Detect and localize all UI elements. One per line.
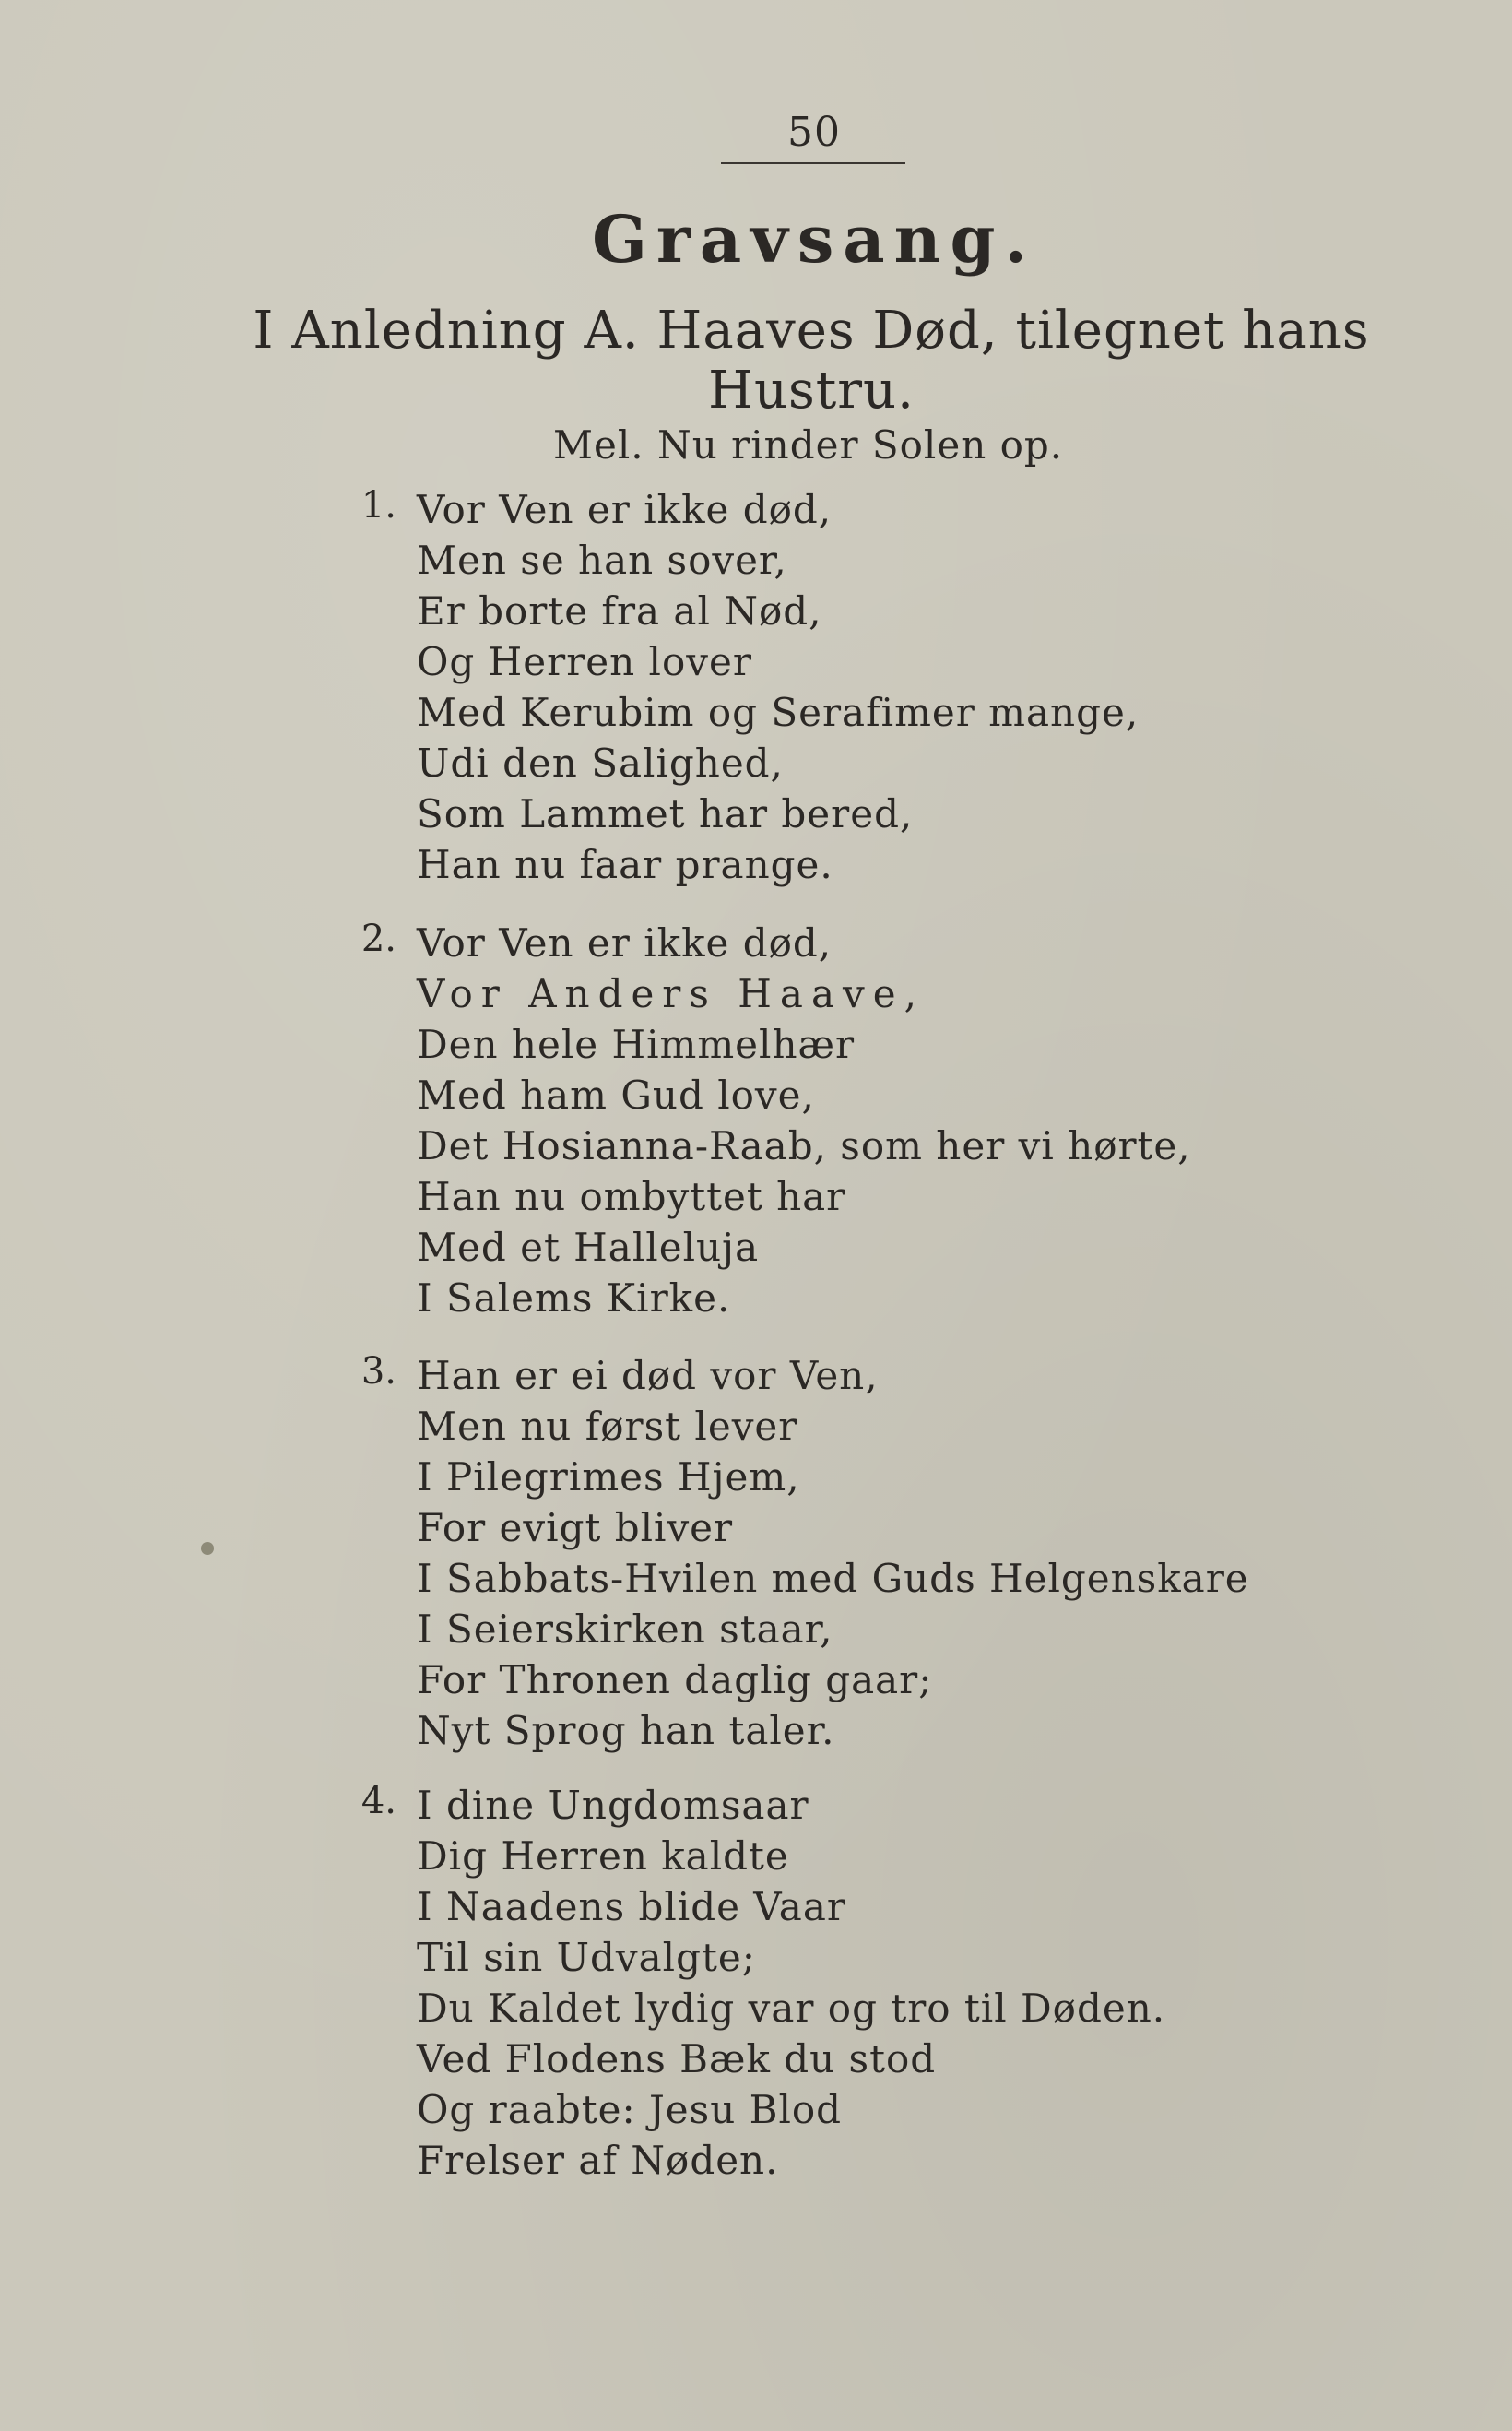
verse-line: I Salems Kirke. (417, 1275, 731, 1321)
verse-line: Vor Ven er ikke død, (417, 920, 833, 966)
verse-lines (417, 484, 1139, 890)
verse-line: I Pilegrimes Hjem, (417, 1454, 800, 1500)
paper-spot (201, 1542, 214, 1555)
verse-line: Han er ei død vor Ven, (417, 1353, 879, 1398)
verse-number: 2. (360, 918, 396, 960)
verse-line: Vor Ven er ikke død, (417, 487, 833, 532)
verse-line: I dine Ungdomsaar (417, 1783, 809, 1828)
verse-number: 1. (360, 484, 396, 527)
subtitle: I Anledning A. Haaves Død, tilegnet hans Hustru. (253, 301, 1370, 421)
verse-line: Det Hosianna-Raab, som her vi hørte, (417, 1123, 1191, 1168)
melody-note: Mel. Nu rinder Solen op. (553, 422, 1064, 468)
verse-line: Vor Anders Haave, (417, 971, 925, 1016)
verse-line: Den hele Himmelhær (417, 1022, 856, 1067)
verse-line: I Naadens blide Vaar (417, 1884, 846, 1929)
verse-line: Og raabte: Jesu Blod (417, 2087, 843, 2132)
verse-line: Men se han sover, (417, 538, 787, 583)
verse-line: For evigt bliver (417, 1505, 734, 1550)
verse-line: I Seierskirken staar, (417, 1607, 833, 1652)
verse-line: Ved Flodens Bæk du stod (417, 2036, 937, 2081)
verse-lines (417, 918, 1191, 1323)
verse-line: Men nu først lever (417, 1404, 798, 1449)
verse-number: 3. (360, 1350, 396, 1393)
verse-line: Med et Halleluja (417, 1225, 760, 1270)
verse-lines (417, 1780, 1165, 2186)
verse-line: Han nu faar prange. (417, 842, 833, 887)
page-title: Gravsang. (592, 201, 1036, 278)
verse-line: For Thronen daglig gaar; (417, 1657, 933, 1702)
verse-line: Med ham Gud love, (417, 1073, 815, 1118)
verse-line: Udi den Salighed, (417, 741, 784, 786)
verse-line: Med Kerubim og Serafimer mange, (417, 690, 1140, 735)
verse-line: Er borte fra al Nød, (417, 588, 822, 634)
verse-line: Frelser af Nøden. (417, 2138, 779, 2183)
verse-line: Du Kaldet lydig var og tro til Døden. (417, 1986, 1166, 2031)
verse-line: Han nu ombyttet har (417, 1174, 846, 1219)
verse-line: Og Herren lover (417, 639, 752, 684)
verse-line: Til sin Udvalgte; (417, 1935, 756, 1980)
header-rule (721, 162, 905, 164)
verse-lines (417, 1350, 1249, 1756)
verse-line: Nyt Sprog han taler. (417, 1708, 835, 1753)
verse-line: I Sabbats-Hvilen med Guds Helgenskare (417, 1556, 1249, 1601)
verse-number: 4. (360, 1780, 396, 1822)
verse-line: Dig Herren kaldte (417, 1833, 789, 1879)
page-number: 50 (787, 109, 841, 156)
verse-line: Som Lammet har bered, (417, 791, 914, 836)
